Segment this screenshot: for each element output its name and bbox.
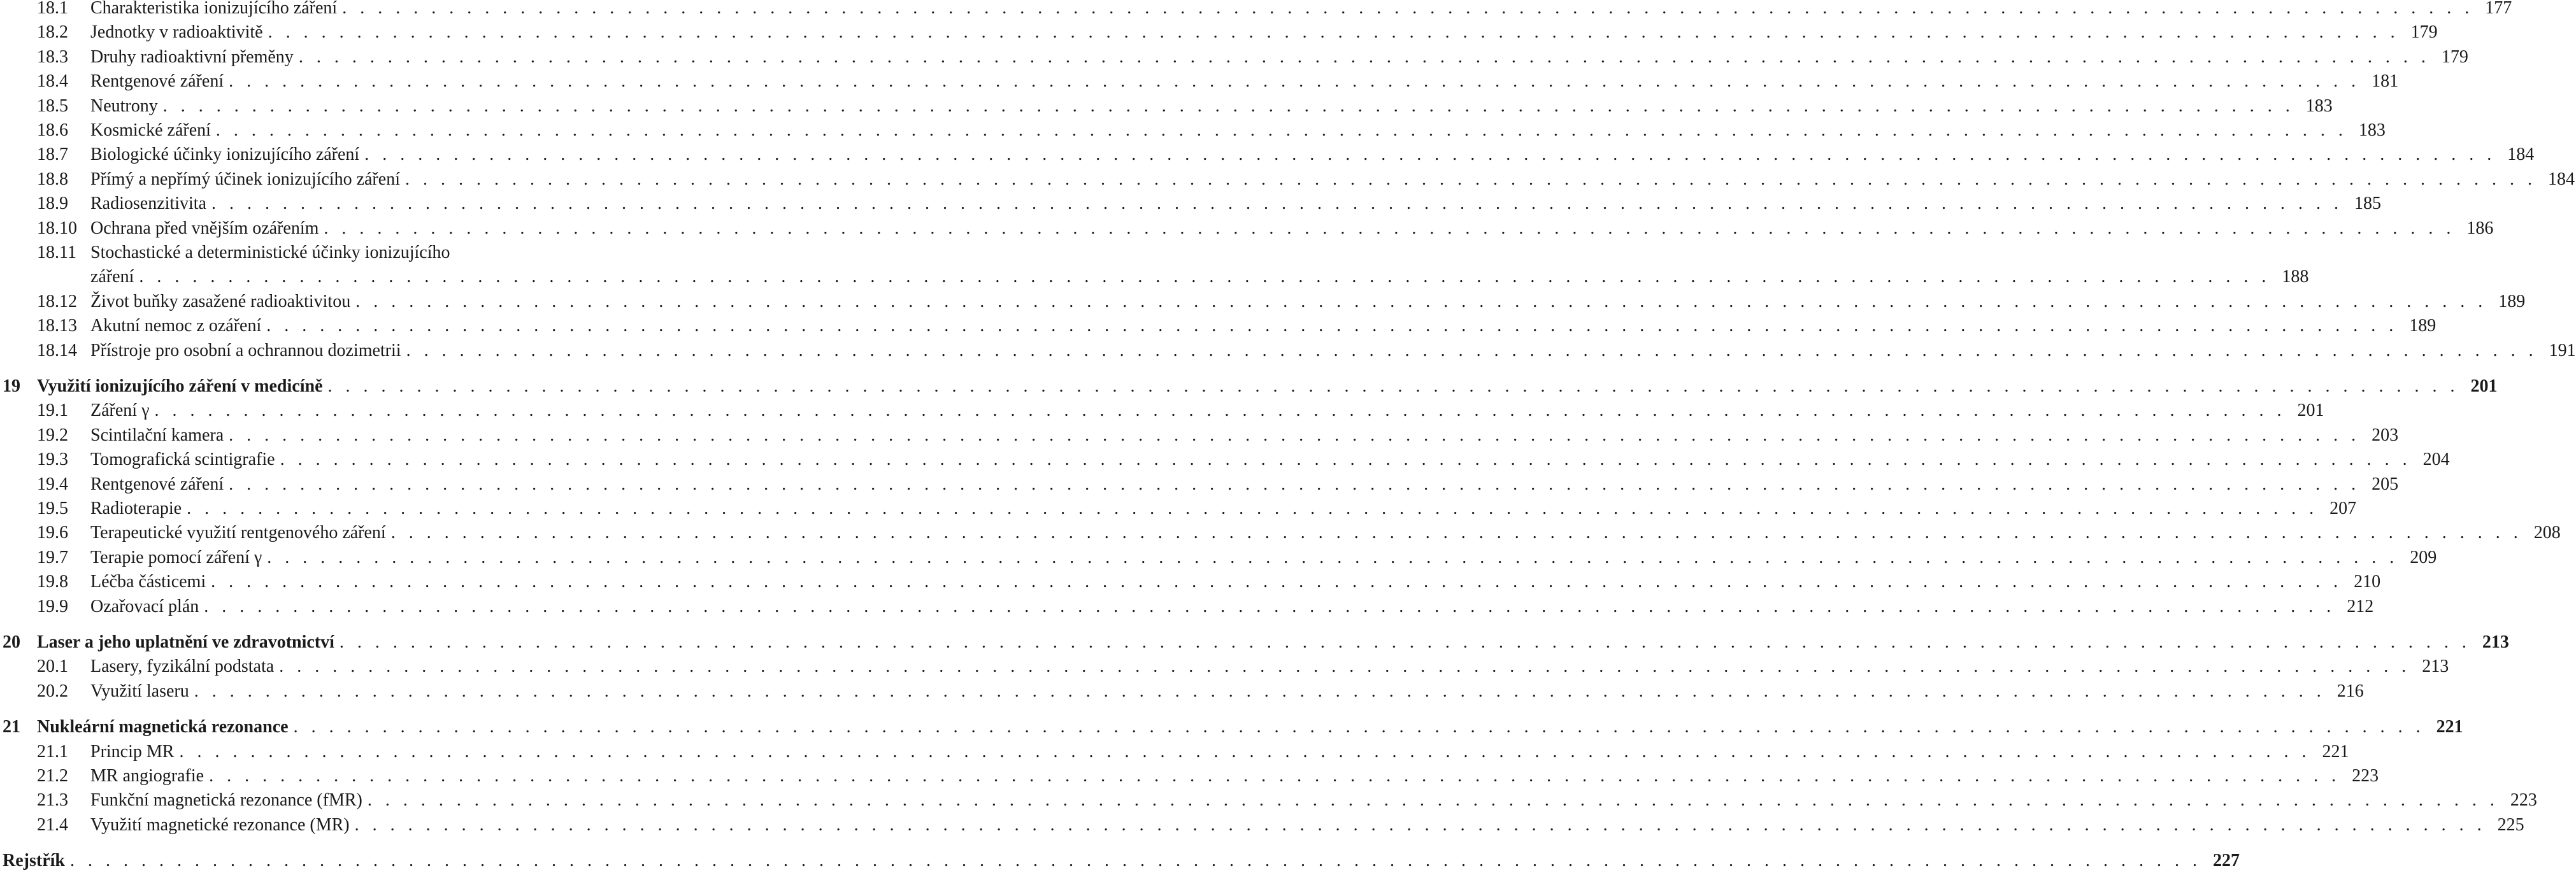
entry-body	[90, 448, 2450, 472]
chapter-number: 21	[3, 717, 20, 737]
chapter-number: 19	[3, 376, 20, 396]
dot-leader: . . . . . . . . . . . . . . . . . . . . . . . . . . . . . . . . . . . . . . . . . . . . . . . . . . . . . . . . . . . . . . . . . . . . . . . . . . . . . . . . . . . . . . . . . . . . . . . . . . . . . . . . . . . . . . . . . . . . . . . .	[211, 572, 2343, 592]
section-title: Charakteristika ionizujícího záření	[90, 0, 338, 18]
page-number: 223	[2352, 766, 2379, 786]
section-title: Radioterapie	[90, 499, 182, 518]
toc-entry[interactable]	[0, 192, 2381, 216]
dot-leader: . . . . . . . . . . . . . . . . . . . . . . . . . . . . . . . . . . . . . . . . . . . . . . . . . . . . . . . . . . . . . . . . . . . . . . . . . . . . . . . . . . . . . . . . . . . . . . . . . . . . . . . . . . . . . . . . . . . . . . . .	[404, 169, 2537, 189]
page-number: 225	[2497, 814, 2524, 835]
toc-entry[interactable]	[0, 679, 2364, 704]
section-title: MR angiografie	[90, 766, 204, 786]
section-number: 21.2	[37, 766, 68, 786]
dot-leader: . . . . . . . . . . . . . . . . . . . . . . . . . . . . . . . . . . . . . . . . . . . . . . . . . . . . . . . . . . . . . . . . . . . . . . . . . . . . . . . . . . . . . . . . . . . . . . . . . . . . . . . . . . . . . . . . . . . . . . . .	[298, 46, 2430, 67]
page-number: 213	[2422, 657, 2449, 677]
entry-body	[90, 740, 2349, 764]
dot-leader: . . . . . . . . . . . . . . . . . . . . . . . . . . . . . . . . . . . . . . . . . . . . . . . . . . . . . . . . . . . . . . . . . . . . . . . . . . . . . . . . . . . . . . . . . . . . . . . . . . . . . . . . . . . . . . . . . . . . . . . .	[204, 596, 2336, 616]
toc-entry[interactable]	[0, 655, 2449, 679]
section-title: Neutrony	[90, 96, 158, 116]
toc-entry[interactable]	[0, 69, 2399, 94]
dot-leader: . . . . . . . . . . . . . . . . . . . . . . . . . . . . . . . . . . . . . . . . . . . . . . . . . . . . . . . . . . . . . . . . . . . . . . . . . . . . . . . . . . . . . . . . . . . . . . . . . . . . . . . . . . . . . . . . . . . . . . . .	[327, 376, 2459, 396]
entry-body	[90, 521, 2561, 545]
page-number: 184	[2507, 145, 2535, 165]
toc-entry[interactable]	[0, 143, 2535, 167]
page-number: 210	[2354, 572, 2381, 592]
section-title: Princip MR	[90, 741, 175, 762]
chapter-title: Laser a jeho uplatnění ve zdravotnictví	[37, 632, 334, 652]
entry-body	[90, 45, 2468, 69]
section-title: Přístroje pro osobní a ochrannou dozimetrii	[90, 340, 401, 360]
entry-body	[90, 655, 2449, 679]
toc-entry[interactable]	[0, 314, 2436, 338]
toc-entry[interactable]	[0, 521, 2561, 545]
section-title: Přímý a nepřímý účinek ionizujícího záření	[90, 169, 400, 189]
section-title: Stochastické a deterministické účinky ionizujícího	[90, 243, 450, 262]
toc-entry[interactable]	[0, 94, 2333, 118]
section-title: Funkční magnetická rezonance (fMR)	[90, 790, 362, 811]
toc-entry[interactable]	[0, 595, 2374, 619]
section-number: 20.2	[37, 681, 68, 701]
toc-entry[interactable]	[0, 241, 609, 265]
section-number: 18.11	[37, 243, 76, 262]
page-number: 212	[2347, 596, 2374, 616]
entry-body	[37, 715, 2463, 739]
toc-chapter[interactable]	[0, 849, 2240, 873]
dot-leader: . . . . . . . . . . . . . . . . . . . . . . . . . . . . . . . . . . . . . . . . . . . . . . . . . . . . . . . . . . . . . . . . . . . . . . . . . . . . . . . . . . . . . . . . . . . . . . . . . . . . . . . . . . . . . . . . . . . . . . . .	[179, 741, 2311, 762]
section-title: Akutní nemoc z ozáření	[90, 316, 262, 336]
dot-leader: . . . . . . . . . . . . . . . . . . . . . . . . . . . . . . . . . . . . . . . . . . . . . . . . . . . . . . . . . . . . . . . . . . . . . . . . . . . . . . . . . . . . . . . . . . . . . . . . . . . . . . . . . . . . . . . . . . . . . . . .	[268, 22, 2400, 43]
dot-leader: . . . . . . . . . . . . . . . . . . . . . . . . . . . . . . . . . . . . . . . . . . . . . . . . . . . . . . . . . . . . . . . . . . . . . . . . . . . . . . . . . . . . . . . . . . . . . . . . . . . . . . . . . . . . . . . . . . . . . . . .	[280, 450, 2412, 470]
entry-body	[90, 788, 2537, 813]
section-number: 18.12	[37, 291, 77, 311]
toc-entry[interactable]	[0, 118, 2386, 143]
toc-entry[interactable]	[0, 546, 2437, 570]
section-number: 19.7	[37, 547, 68, 567]
entry-body	[90, 314, 2436, 338]
section-number: 19.5	[37, 499, 68, 518]
section-number: 21.4	[37, 814, 68, 835]
entry-body	[90, 265, 2309, 289]
entry-body	[90, 216, 2494, 241]
section-number: 18.7	[37, 145, 68, 165]
chapter-number: 20	[3, 632, 20, 652]
entry-body	[90, 399, 2324, 423]
section-number: 19.2	[37, 425, 68, 445]
page-number: 205	[2372, 474, 2399, 494]
page-number: 181	[2372, 71, 2399, 92]
toc-entry[interactable]	[0, 423, 2399, 448]
dot-leader: . . . . . . . . . . . . . . . . . . . . . . . . . . . . . . . . . . . . . . . . . . . . . . . . . . . . . . . . . . . . . . . . . . . . . . . . . . . . . . . . . . . . . . . . . . . . . . . . . . . . . . . . . . . . . . . . . . . . . . . .	[267, 547, 2399, 567]
toc-chapter[interactable]	[0, 715, 2463, 739]
entry-body	[90, 118, 2386, 143]
dot-leader: . . . . . . . . . . . . . . . . . . . . . . . . . . . . . . . . . . . . . . . . . . . . . . . . . . . . . . . . . . . . . . . . . . . . . . . . . . . . . . . . . . . . . . . . . . . . . . . . . . . . . . . . . . . . . . . . . . . . . . . .	[69, 851, 2201, 871]
dot-leader: . . . . . . . . . . . . . . . . . . . . . . . . . . . . . . . . . . . . . . . . . . . . . . . . . . . . . . . . . . . . . . . . . . . . . . . . . . . . . . . . . . . . . . . . . . . . . . . . . . . . . . . . . . . . . . . . . . . . . . . .	[211, 194, 2343, 214]
section-number: 18.9	[37, 194, 68, 214]
entry-body	[37, 630, 2509, 655]
toc-entry[interactable]	[0, 570, 2381, 594]
section-title: Scintilační kamera	[90, 425, 224, 445]
page-number: 221	[2322, 741, 2349, 762]
dot-leader: . . . . . . . . . . . . . . . . . . . . . . . . . . . . . . . . . . . . . . . . . . . . . . . . . . . . . . . . . . . . . . . . . . . . . . . . . . . . . . . . . . . . . . . . . . . . . . . . . . . . . . . . . . . . . . . . . . . . . . . .	[279, 657, 2411, 677]
page-number: 183	[2358, 120, 2386, 140]
page-number: 223	[2510, 790, 2537, 811]
page-number: 208	[2533, 523, 2561, 543]
toc-entry[interactable]	[0, 764, 2379, 788]
page-number: 189	[2409, 316, 2436, 336]
section-title: Kosmické záření	[90, 120, 211, 140]
section-number: 20.1	[37, 657, 68, 677]
dot-leader: . . . . . . . . . . . . . . . . . . . . . . . . . . . . . . . . . . . . . . . . . . . . . . . . . . . . . . . . . . . . . . . . . . . . . . . . . . . . . . . . . . . . . . . . . . . . . . . . . . . . . . . . . . . . . . . . . . . . . . . .	[342, 0, 2474, 18]
section-number: 19.1	[37, 401, 68, 421]
section-title: Jednotky v radioaktivitě	[90, 22, 263, 43]
dot-leader: . . . . . . . . . . . . . . . . . . . . . . . . . . . . . . . . . . . . . . . . . . . . . . . . . . . . . . . . . . . . . . . . . . . . . . . . . . . . . . . . . . . . . . . . . . . . . . . . . . . . . . . . . . . . . . . . . . . . . . . .	[293, 717, 2425, 737]
page-number: 191	[2549, 340, 2576, 360]
toc-chapter[interactable]	[0, 630, 2509, 655]
dot-leader: . . . . . . . . . . . . . . . . . . . . . . . . . . . . . . . . . . . . . . . . . . . . . . . . . . . . . . . . . . . . . . . . . . . . . . . . . . . . . . . . . . . . . . . . . . . . . . . . . . . . . . . . . . . . . . . . . . . . . . . .	[390, 523, 2522, 543]
entry-body	[90, 143, 2535, 167]
toc-entry[interactable]	[0, 813, 2524, 837]
section-number: 18.13	[37, 316, 77, 336]
section-number: 19.3	[37, 450, 68, 470]
entry-body	[90, 472, 2399, 497]
section-number: 19.9	[37, 596, 68, 616]
dot-leader: . . . . . . . . . . . . . . . . . . . . . . . . . . . . . . . . . . . . . . . . . . . . . . . . . . . . . . . . . . . . . . . . . . . . . . . . . . . . . . . . . . . . . . . . . . . . . . . . . . . . . . . . . . . . . . . . . . . . . . . .	[324, 218, 2456, 238]
entry-body	[90, 764, 2379, 788]
section-number: 18.3	[37, 46, 68, 67]
entry-body	[90, 167, 2575, 192]
page-number: 189	[2498, 291, 2526, 311]
entry-body	[90, 679, 2364, 704]
page-number: 207	[2329, 499, 2357, 518]
page-number: 185	[2354, 194, 2381, 214]
dot-leader: . . . . . . . . . . . . . . . . . . . . . . . . . . . . . . . . . . . . . . . . . . . . . . . . . . . . . . . . . . . . . . . . . . . . . . . . . . . . . . . . . . . . . . . . . . . . . . . . . . . . . . . . . . . . . . . . . . . . . . . .	[154, 401, 2286, 421]
page-number: 177	[2485, 0, 2512, 18]
dot-leader: . . . . . . . . . . . . . . . . . . . . . . . . . . . . . . . . . . . . . . . . . . . . . . . . . . . . . . . . . . . . . . . . . . . . . . . . . . . . . . . . . . . . . . . . . . . . . . . . . . . . . . . . . . . . . . . . . . . . . . . .	[139, 267, 2271, 287]
entry-body	[37, 374, 2498, 399]
entry-body	[90, 94, 2333, 118]
chapter-title: Využití ionizujícího záření v medicíně	[37, 376, 323, 396]
toc-entry[interactable]	[0, 0, 2512, 20]
section-title: Záření γ	[90, 401, 150, 421]
toc-entry[interactable]	[0, 45, 2468, 69]
section-number: 18.14	[37, 340, 77, 360]
section-number: 21.1	[37, 741, 68, 762]
page-number: 188	[2282, 267, 2309, 287]
page-number: 179	[2410, 22, 2438, 43]
dot-leader: . . . . . . . . . . . . . . . . . . . . . . . . . . . . . . . . . . . . . . . . . . . . . . . . . . . . . . . . . . . . . . . . . . . . . . . . . . . . . . . . . . . . . . . . . . . . . . . . . . . . . . . . . . . . . . . . . . . . . . . .	[367, 790, 2499, 811]
section-title: Ozařovací plán	[90, 596, 199, 616]
toc-entry[interactable]	[0, 788, 2537, 813]
entry-body	[90, 69, 2399, 94]
page-number: 184	[2547, 169, 2575, 189]
entry-body	[3, 849, 2240, 873]
toc-chapter[interactable]	[0, 374, 2498, 399]
section-number: 18.10	[37, 218, 77, 238]
entry-body	[90, 497, 2357, 521]
toc-entry[interactable]	[0, 448, 2450, 472]
page-number: 216	[2336, 681, 2364, 701]
dot-leader: . . . . . . . . . . . . . . . . . . . . . . . . . . . . . . . . . . . . . . . . . . . . . . . . . . . . . . . . . . . . . . . . . . . . . . . . . . . . . . . . . . . . . . . . . . . . . . . . . . . . . . . . . . . . . . . . . . . . . . . .	[209, 766, 2341, 786]
dot-leader: . . . . . . . . . . . . . . . . . . . . . . . . . . . . . . . . . . . . . . . . . . . . . . . . . . . . . . . . . . . . . . . . . . . . . . . . . . . . . . . . . . . . . . . . . . . . . . . . . . . . . . . . . . . . . . . . . . . . . . . .	[354, 814, 2486, 835]
dot-leader: . . . . . . . . . . . . . . . . . . . . . . . . . . . . . . . . . . . . . . . . . . . . . . . . . . . . . . . . . . . . . . . . . . . . . . . . . . . . . . . . . . . . . . . . . . . . . . . . . . . . . . . . . . . . . . . . . . . . . . . .	[187, 499, 2319, 518]
section-number: 19.8	[37, 572, 68, 592]
entry-body	[90, 0, 2512, 20]
page-number: 204	[2422, 450, 2450, 470]
section-title: Lasery, fyzikální podstata	[90, 657, 275, 677]
section-title: Terapeutické využití rentgenového záření	[90, 523, 386, 543]
page-number: 179	[2441, 46, 2468, 67]
section-title: Radiosenzitivita	[90, 194, 206, 214]
entry-body	[90, 813, 2524, 837]
section-title: Tomografická scintigrafie	[90, 450, 275, 470]
toc-entry[interactable]	[0, 216, 2494, 241]
dot-leader: . . . . . . . . . . . . . . . . . . . . . . . . . . . . . . . . . . . . . . . . . . . . . . . . . . . . . . . . . . . . . . . . . . . . . . . . . . . . . . . . . . . . . . . . . . . . . . . . . . . . . . . . . . . . . . . . . . . . . . . .	[229, 474, 2361, 494]
page-number: 209	[2410, 547, 2437, 567]
section-title: Život buňky zasažené radioaktivitou	[90, 291, 351, 311]
section-title: Ochrana před vnějším ozářením	[90, 218, 319, 238]
dot-leader: . . . . . . . . . . . . . . . . . . . . . . . . . . . . . . . . . . . . . . . . . . . . . . . . . . . . . . . . . . . . . . . . . . . . . . . . . . . . . . . . . . . . . . . . . . . . . . . . . . . . . . . . . . . . . . . . . . . . . . . .	[194, 681, 2326, 701]
chapter-title: Rejstřík	[3, 851, 65, 871]
page-number: 227	[2212, 851, 2240, 871]
toc-entry[interactable]	[0, 399, 2324, 423]
section-number: 18.2	[37, 22, 68, 43]
section-number: 19.6	[37, 523, 68, 543]
entry-body	[90, 241, 609, 265]
entry-body	[90, 546, 2437, 570]
dot-leader: . . . . . . . . . . . . . . . . . . . . . . . . . . . . . . . . . . . . . . . . . . . . . . . . . . . . . . . . . . . . . . . . . . . . . . . . . . . . . . . . . . . . . . . . . . . . . . . . . . . . . . . . . . . . . . . . . . . . . . . .	[339, 632, 2471, 652]
page-number: 201	[2297, 401, 2324, 421]
entry-body	[90, 595, 2374, 619]
dot-leader: . . . . . . . . . . . . . . . . . . . . . . . . . . . . . . . . . . . . . . . . . . . . . . . . . . . . . . . . . . . . . . . . . . . . . . . . . . . . . . . . . . . . . . . . . . . . . . . . . . . . . . . . . . . . . . . . . . . . . . . .	[229, 425, 2361, 445]
dot-leader: . . . . . . . . . . . . . . . . . . . . . . . . . . . . . . . . . . . . . . . . . . . . . . . . . . . . . . . . . . . . . . . . . . . . . . . . . . . . . . . . . . . . . . . . . . . . . . . . . . . . . . . . . . . . . . . . . . . . . . . .	[229, 71, 2361, 92]
entry-body	[90, 290, 2526, 314]
section-number: 21.3	[37, 790, 68, 811]
dot-leader: . . . . . . . . . . . . . . . . . . . . . . . . . . . . . . . . . . . . . . . . . . . . . . . . . . . . . . . . . . . . . . . . . . . . . . . . . . . . . . . . . . . . . . . . . . . . . . . . . . . . . . . . . . . . . . . . . . . . . . . .	[215, 120, 2347, 140]
dot-leader: . . . . . . . . . . . . . . . . . . . . . . . . . . . . . . . . . . . . . . . . . . . . . . . . . . . . . . . . . . . . . . . . . . . . . . . . . . . . . . . . . . . . . . . . . . . . . . . . . . . . . . . . . . . . . . . . . . . . . . . .	[364, 145, 2496, 165]
toc-entry[interactable]	[0, 290, 2526, 314]
section-number: 18.1	[37, 0, 68, 18]
chapter-title: Nukleární magnetická rezonance	[37, 717, 289, 737]
dot-leader: . . . . . . . . . . . . . . . . . . . . . . . . . . . . . . . . . . . . . . . . . . . . . . . . . . . . . . . . . . . . . . . . . . . . . . . . . . . . . . . . . . . . . . . . . . . . . . . . . . . . . . . . . . . . . . . . . . . . . . . .	[406, 340, 2538, 360]
section-number: 18.4	[37, 71, 68, 92]
toc-entry[interactable]	[0, 497, 2357, 521]
section-title: Rentgenové záření	[90, 71, 224, 92]
entry-body	[90, 423, 2399, 448]
toc-entry[interactable]	[0, 339, 2576, 363]
section-number: 18.8	[37, 169, 68, 189]
section-title: Druhy radioaktivní přeměny	[90, 46, 294, 67]
toc-entry[interactable]	[0, 167, 2575, 192]
toc-entry[interactable]	[0, 740, 2349, 764]
page-number: 221	[2436, 717, 2463, 737]
section-title: Biologické účinky ionizujícího záření	[90, 145, 360, 165]
dot-leader: . . . . . . . . . . . . . . . . . . . . . . . . . . . . . . . . . . . . . . . . . . . . . . . . . . . . . . . . . . . . . . . . . . . . . . . . . . . . . . . . . . . . . . . . . . . . . . . . . . . . . . . . . . . . . . . . . . . . . . . .	[266, 316, 2398, 336]
dot-leader: . . . . . . . . . . . . . . . . . . . . . . . . . . . . . . . . . . . . . . . . . . . . . . . . . . . . . . . . . . . . . . . . . . . . . . . . . . . . . . . . . . . . . . . . . . . . . . . . . . . . . . . . . . . . . . . . . . . . . . . .	[162, 96, 2294, 116]
toc-entry[interactable]	[0, 472, 2399, 497]
entry-body	[90, 20, 2438, 45]
section-number: 18.6	[37, 120, 68, 140]
section-title: Využití magnetické rezonance (MR)	[90, 814, 350, 835]
page-number: 203	[2372, 425, 2399, 445]
section-title: Rentgenové záření	[90, 474, 224, 494]
section-title: Využití laseru	[90, 681, 189, 701]
page-number: 213	[2482, 632, 2509, 652]
toc-entry-continuation[interactable]	[0, 265, 2309, 289]
entry-body	[90, 192, 2381, 216]
section-number: 19.4	[37, 474, 68, 494]
page-number: 183	[2305, 96, 2333, 116]
section-title-continued: záření	[90, 267, 134, 287]
entry-body	[90, 339, 2576, 363]
section-title: Léčba částicemi	[90, 572, 206, 592]
page-number: 186	[2466, 218, 2494, 238]
dot-leader: . . . . . . . . . . . . . . . . . . . . . . . . . . . . . . . . . . . . . . . . . . . . . . . . . . . . . . . . . . . . . . . . . . . . . . . . . . . . . . . . . . . . . . . . . . . . . . . . . . . . . . . . . . . . . . . . . . . . . . . .	[355, 291, 2487, 311]
section-number: 18.5	[37, 96, 68, 116]
entry-body	[90, 570, 2381, 594]
section-title: Terapie pomocí záření γ	[90, 547, 262, 567]
toc-entry[interactable]	[0, 20, 2438, 45]
page-number: 201	[2470, 376, 2498, 396]
